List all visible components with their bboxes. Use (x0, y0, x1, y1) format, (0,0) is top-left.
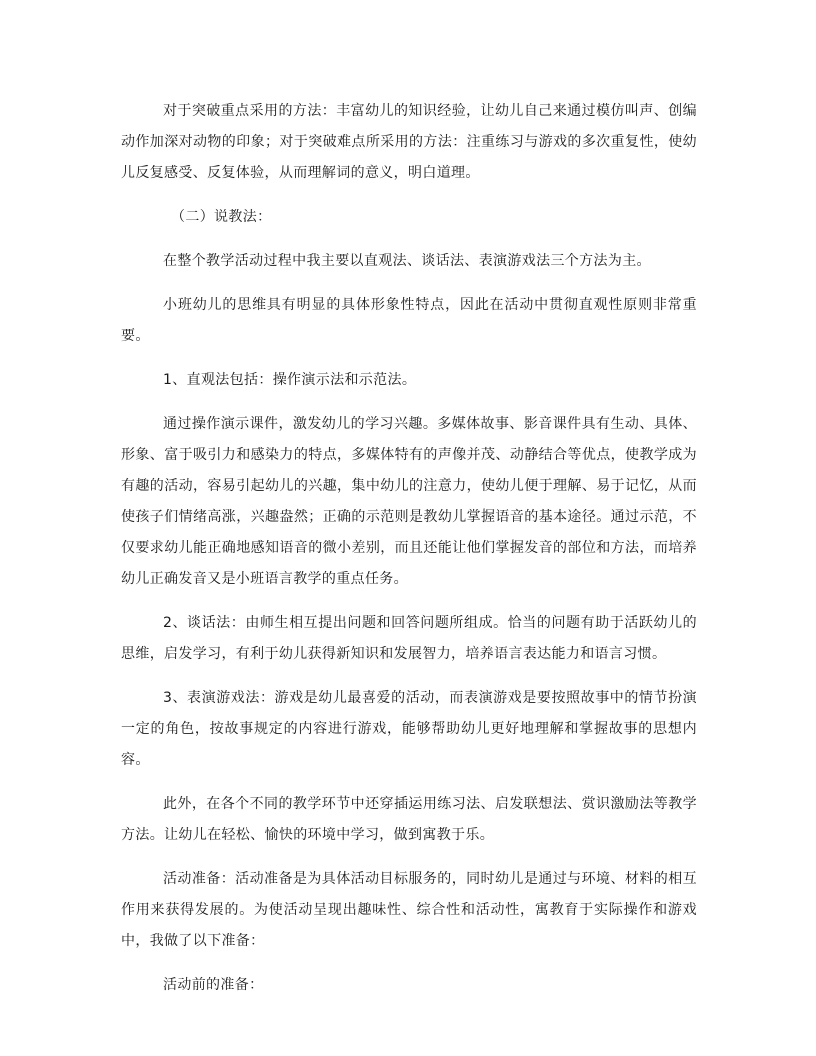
paragraph-teaching-methods-key-points: 对于突破重点采用的方法：丰富幼儿的知识经验，让幼儿自己来通过模仿叫声、创编动作加深对动物的印象；对于突破难点所采用的方法：注重练习与游戏的多次重复性，使幼儿反复感受、反复体验，从而理解词的意义，明白道理。 (121, 103, 697, 181)
paragraph-performance-game-method: 3、表演游戏法：游戏是幼儿最喜爱的活动，而表演游戏是要按照故事中的情节扮演一定的角色，按故事规定的内容进行游戏，能够帮助幼儿更好地理解和掌握故事的思想内容。 (121, 690, 697, 768)
paragraph-intuitive-principle: 小班幼儿的思维具有明显的具体形象性特点，因此在活动中贯彻直观性原则非常重要。 (121, 297, 697, 344)
document-body (121, 96, 697, 1001)
paragraph-activity-preparation: 活动准备：活动准备是为具体活动目标服务的，同时幼儿是通过与环境、材料的相互作用来获得发展的。为使活动呈现出趣味性、综合性和活动性，寓教育于实际操作和游戏中，我做了以下准备： (121, 871, 697, 949)
paragraph-pre-activity-preparation: 活动前的准备： (163, 977, 264, 993)
paragraph-demonstration-details: 通过操作演示课件，激发幼儿的学习兴趣。多媒体故事、影音课件具有生动、具体、形象、富于吸引力和感染力的特点，多媒体特有的声像并茂、动静结合等优点，使教学成为有趣的活动，容易引起幼儿的兴趣，集中幼儿的注意力，使幼儿便于理解、易于记忆，从而使孩子们情绪高涨，兴趣盎然；正确的示范则是教幼儿掌握语音的基本途径。通过示范，不仅要求幼儿能正确地感知语音的微小差别，而且还能让他们掌握发音的部位和方法，而培养幼儿正确发音又是小班语言教学的重点任务。 (121, 416, 697, 587)
section-heading-teaching-method: （二）说教法： (171, 209, 272, 225)
paragraph-other-methods: 此外，在各个不同的教学环节中还穿插运用练习法、启发联想法、赏识激励法等教学方法。让幼儿在轻松、愉快的环境中学习，做到寓教于乐。 (121, 796, 697, 843)
paragraph-conversation-method: 2、谈话法：由师生相互提出问题和回答问题所组成。恰当的问题有助于活跃幼儿的思维，启发学习，有利于幼儿获得新知识和发展智力，培养语言表达能力和语言习惯。 (121, 615, 697, 662)
paragraph-intuitive-method-heading: 1、直观法包括：操作演示法和示范法。 (163, 372, 417, 388)
paragraph-three-methods: 在整个教学活动过程中我主要以直观法、谈话法、表演游戏法三个方法为主。 (163, 253, 651, 269)
